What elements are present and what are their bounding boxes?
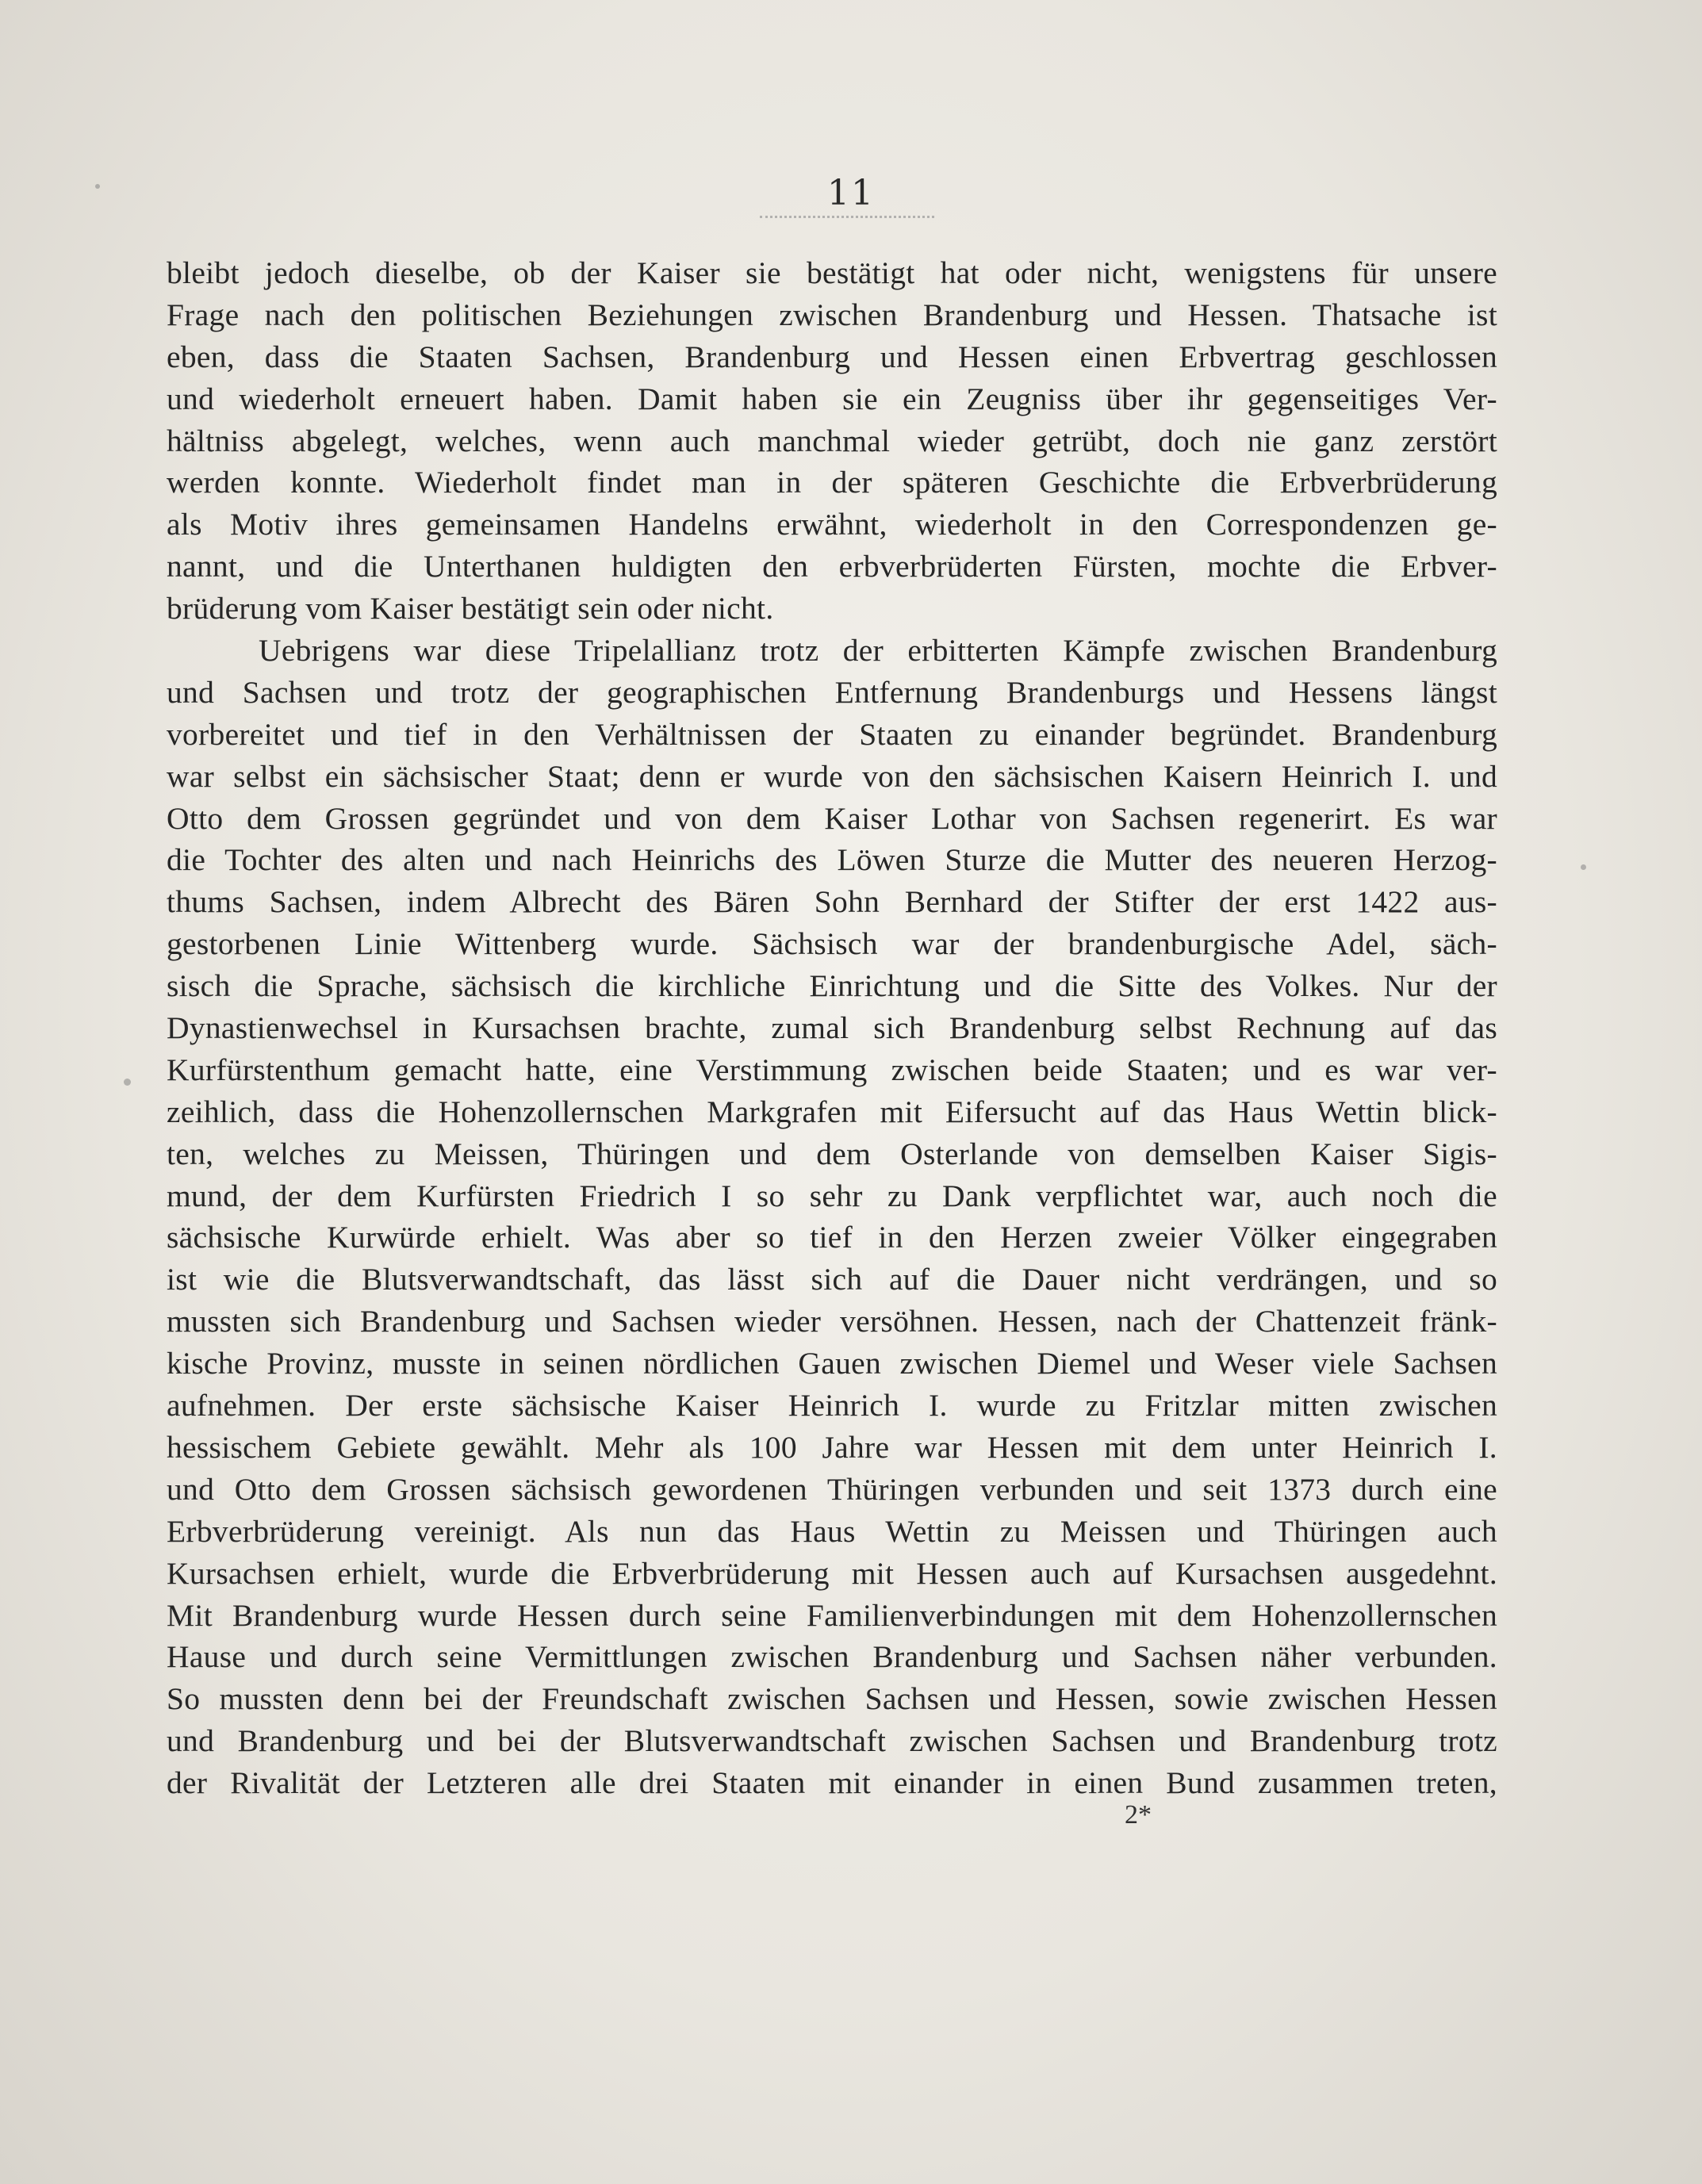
- text-line: Mit Brandenburg wurde Hessen durch seine Familienverbindungen mit dem Hohenzollernschen: [167, 1597, 1497, 1633]
- body-text: [167, 252, 1497, 1804]
- text-line: Kurfürstenthum gemacht hatte, eine Verstimmung zwischen beide Staaten; und es war ver-: [167, 1052, 1497, 1087]
- text-line: bleibt jedoch dieselbe, ob der Kaiser sie bestätigt hat oder nicht, wenigstens für unsere: [167, 255, 1497, 290]
- text-line: werden konnte. Wiederholt findet man in der späteren Geschichte die Erbverbrüderung: [167, 465, 1497, 500]
- text-line: aufnehmen. Der erste sächsische Kaiser Heinrich I. wurde zu Fritzlar mitten zwischen: [167, 1388, 1497, 1423]
- text-line: vorbereitet und tief in den Verhältnissen der Staaten zu einander begründet. Brandenburg: [167, 716, 1497, 752]
- text-line: brüderung vom Kaiser bestätigt sein oder nicht.: [167, 591, 774, 626]
- text-line: Uebrigens war diese Tripelallianz trotz der erbitterten Kämpfe zwischen Brandenburg: [259, 633, 1497, 669]
- text-line: nannt, und die Unterthanen huldigten den erbverbrüderten Fürsten, mochte die Erbver-: [167, 549, 1497, 584]
- text-line: ten, welches zu Meissen, Thüringen und dem Osterlande von demselben Kaiser Sigis-: [167, 1136, 1497, 1171]
- text-line: kische Provinz, musste in seinen nördlichen Gauen zwischen Diemel und Weser viele Sachsen: [167, 1346, 1497, 1381]
- text-line: zeihlich, dass die Hohenzollernschen Markgrafen mit Eifersucht auf das Haus Wettin blick-: [167, 1094, 1497, 1129]
- text-line: Otto dem Grossen gegründet und von dem Kaiser Lothar von Sachsen regenerirt. Es war: [167, 800, 1497, 836]
- paper-speck: [1581, 864, 1586, 870]
- header-ornament: [760, 216, 934, 224]
- text-line: Dynastienwechsel in Kursachsen brachte, zumal sich Brandenburg selbst Rechnung auf das: [167, 1010, 1497, 1046]
- signature-mark: 2*: [1125, 1800, 1152, 1830]
- page-number: 11: [827, 173, 875, 213]
- text-line: mund, der dem Kurfürsten Friedrich I so sehr zu Dank verpflichtet war, auch noch die: [167, 1178, 1497, 1213]
- text-line: die Tochter des alten und nach Heinrichs des Löwen Sturze die Mutter des neueren Herzog-: [167, 842, 1497, 878]
- text-line: sächsische Kurwürde erhielt. Was aber so tief in den Herzen zweier Völker eingegraben: [167, 1220, 1497, 1255]
- paper-speck: [95, 184, 100, 189]
- text-line: Hause und durch seine Vermittlungen zwischen Brandenburg und Sachsen näher verbunden.: [167, 1639, 1497, 1675]
- text-line: und Sachsen und trotz der geographischen Entfernung Brandenburgs und Hessens längst: [167, 674, 1497, 710]
- text-line: war selbst ein sächsischer Staat; denn er wurde von den sächsischen Kaisern Heinrich I. und: [167, 758, 1497, 794]
- text-line: Kursachsen erhielt, wurde die Erbverbrüderung mit Hessen auch auf Kursachsen ausgedehnt.: [167, 1555, 1497, 1591]
- text-line: thums Sachsen, indem Albrecht des Bären Sohn Bernhard der Stifter der erst 1422 aus-: [167, 884, 1497, 920]
- text-line: und Brandenburg und bei der Blutsverwandtschaft zwischen Sachsen und Brandenburg trotz: [167, 1723, 1497, 1759]
- text-line: mussten sich Brandenburg und Sachsen wieder versöhnen. Hessen, nach der Chattenzeit fränk-: [167, 1304, 1497, 1339]
- text-line: ist wie die Blutsverwandtschaft, das lässt sich auf die Dauer nicht verdrängen, und so: [167, 1262, 1497, 1297]
- text-line: hessischem Gebiete gewählt. Mehr als 100 Jahre war Hessen mit dem unter Heinrich I.: [167, 1429, 1497, 1465]
- text-line: hältniss abgelegt, welches, wenn auch manchmal wieder getrübt, doch nie ganz zerstört: [167, 423, 1497, 458]
- text-line: und wiederholt erneuert haben. Damit haben sie ein Zeugniss über ihr gegenseitiges Ver-: [167, 381, 1497, 416]
- paper-speck: [124, 1079, 131, 1086]
- text-line: sisch die Sprache, sächsisch die kirchliche Einrichtung und die Sitte des Volkes. Nur der: [167, 968, 1497, 1004]
- text-line: gestorbenen Linie Wittenberg wurde. Sächsisch war der brandenburgische Adel, säch-: [167, 926, 1497, 962]
- text-line: Frage nach den politischen Beziehungen zwischen Brandenburg und Hessen. Thatsache ist: [167, 297, 1497, 332]
- text-line: eben, dass die Staaten Sachsen, Brandenburg und Hessen einen Erbvertrag geschlossen: [167, 339, 1497, 374]
- text-line: der Rivalität der Letzteren alle drei Staaten mit einander in einen Bund zusammen treten,: [167, 1765, 1497, 1801]
- text-line: und Otto dem Grossen sächsisch gewordenen Thüringen verbunden und seit 1373 durch eine: [167, 1471, 1497, 1507]
- text-line: Erbverbrüderung vereinigt. Als nun das Haus Wettin zu Meissen und Thüringen auch: [167, 1513, 1497, 1549]
- text-line: als Motiv ihres gemeinsamen Handelns erwähnt, wiederholt in den Correspondenzen ge-: [167, 507, 1497, 542]
- text-line: So mussten denn bei der Freundschaft zwischen Sachsen und Hessen, sowie zwischen Hessen: [167, 1681, 1497, 1717]
